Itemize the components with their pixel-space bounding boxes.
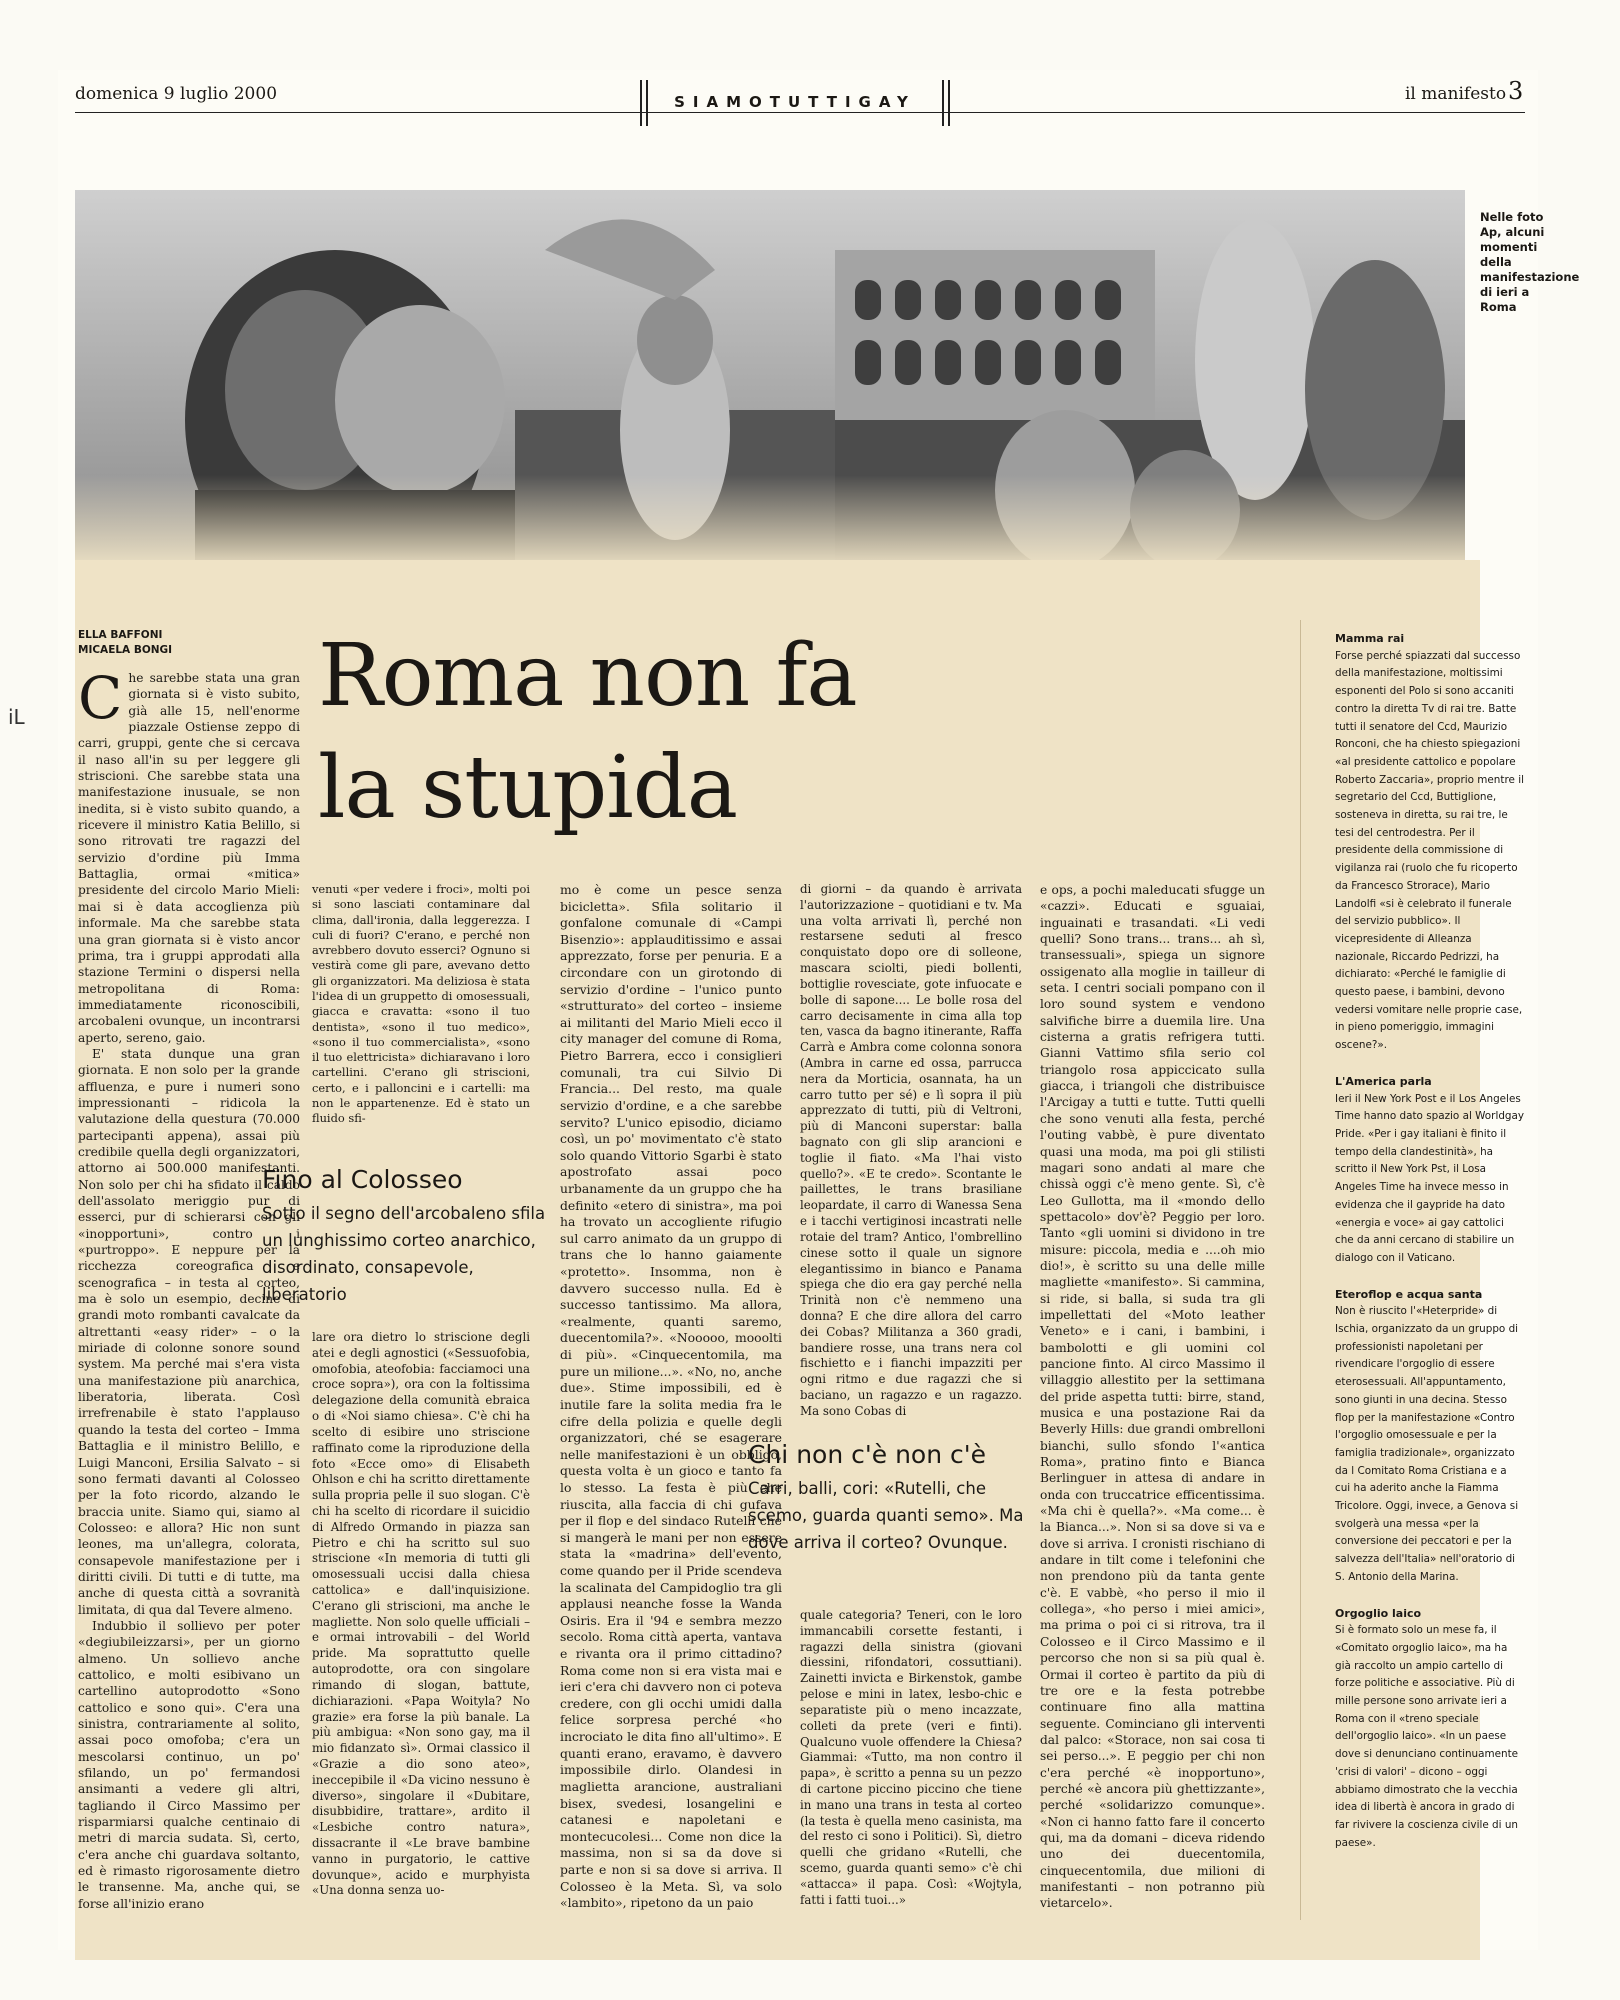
column-divider [1300,620,1301,1920]
brief-text: Si è formato solo un mese fa, il «Comitato orgoglio laico», ma ha già raccolto un ampio cartello di forze politiche e associative. Più di mille persone sono arrivate ieri a Roma con il «treno speciale dell'orgoglio laico». «In un paese dove si denunciano continuamente 'crisi di valori' – dicono – oggi abbiamo dimostrato che la vecchia idea di libertà è ancora in grado di far rivivere la coscienza civile di un paese». [1335,1624,1519,1849]
paragraph: venuti «per vedere i froci», molti poi si sono lasciati contaminare dal clima, dall'ironia, dalla leggerezza. I culi di fuori? C'erano, e perché non avrebbero dovuto esserci? Ognuno si vestirà come gli pare, avevano detto gli organizzatori. Ma deliziosa è stata l'idea di un gruppetto di omosessuali, giacca e cravatta: «sono il tuo dentista», «sono il tuo medico», «sono il tuo commercialista», «sono il tuo elettricista» dichiaravano i loro cartellini. C'erano gli striscioni, certo, e i palloncini e i cartelli: ma non le appartenenze. Ed è stato un fluido sfi- [312,882,530,1126]
brief-title: Orgoglio laico [1335,1606,1422,1620]
subhead-title: Chi non c'è non c'è [748,1440,987,1469]
masthead-date: domenica 9 luglio 2000 [75,84,278,104]
author-name: MICAELA BONGI [78,644,173,656]
subhead-box-1 [262,1165,562,1308]
headline [318,620,857,844]
article-column-5 [1040,882,1265,1920]
paragraph: lare ora dietro lo striscione degli atei e degli agnostici («Sessuofobia, omofobia, ateofobia: facciamoci una croce sopra»), ora con la foltissima delegazione della comunità ebraica o di «Noi siamo chiesa». C'è chi ha scelto di esibire uno striscione raffinato come la riproduzione della foto «Ecce omo» di Elisabeth Ohlson e chi ha scritto direttamente sulla propria pelle il suo slogan. C'è chi ha scelto di ricordare il suicidio di Alfredo Ormando in piazza san Pietro e chi ha scritto sul suo striscione «In memoria di tutti gli omosessuali uccisi dalla chiesa cattolica» e dall'inquisizione. C'erano gli striscioni, ma anche le magliette. Non solo quelle ufficiali – e ormai introvabili – del World pride. Ma soprattutto quelle autoprodotte, ora con singolare rimando di slogan, battute, dichiarazioni. «Papa Woityla? No grazie» era forse la più banale. La più ambigua: «Non sono gay, ma il mio fidanzato sì». Ormai classico il «Grazie a dio sono ateo», ineccepibile il «Da vicino nessuno è diverso», singolare il «Dubitare, disubbidire, trattare», ardito il «Lesbiche contro natura», dissacrante il «Le brave bambine vanno in purgatorio, le cattive dovunque», acido e murphyista «Una donna senza uo- [312,1330,530,1898]
brief-text: Non è riuscito l'«Heterpride» di Ischia, organizzato da un gruppo di professionisti napoletani per rivendicare l'orgoglio di essere eterosessuali. All'appuntamento, sono giunti in una decina. Stesso flop per la manifestazione «Contro l'orgoglio omosessuale e per la famiglia tradizionale», organizzato da l Comitato Roma Cristiana e a cui ha aderito anche la Fiamma Tricolore. Oggi, invece, a Genova si svolgerà una messa «per la conversione dei peccatori e per la salvezza dell'Italia» nell'oratorio di S. Antonio della Marina. [1335,1305,1519,1583]
headline-line: la stupida [318,738,738,838]
headline-line: Roma non fa [318,626,857,726]
drop-cap: C [78,664,123,732]
subhead-text: Sotto il segno dell'arcobaleno sfila un lunghissimo corteo anarchico, disordinato, consapevole, liberatorio [262,1204,546,1304]
sidebar-briefs [1335,630,1525,1870]
paragraph: E' stata dunque una gran giornata. E non solo per la grande affluenza, e pure i numeri sono impressionanti – ridicola la valutazione della questura (70.000 partecipanti appena), assai più credibile quella degli organizzatori, attorno ai 500.000 manifestanti. Non solo per chi ha sfidato il caldo dell'assolato meriggio pur di esserci, pur di schierarsi con gli «inopportuni», contro i «purtroppo». E neppure per la ricchezza coreografica e scenografica – in testa al corteo, ma è solo un esempio, decine di grandi moto rombanti cavalcate da altrettanti «easy rider» – o la miriade di colonne sonore sound system. Ma perché mai s'era vista una manifestazione più anarchica, liberatoria, liberata. Così irrefrenabile è stato l'applauso quando la testa del corteo – Imma Battaglia e il ministro Belillo, e Luigi Manconi, Ersilia Salvato – si sono fermati davanti al Colosseo per la foto ricordo, alzando le braccia unite. Siamo qui, siamo al Colosseo: e allora? Hic non sunt leones, ma un'allegra, colorata, consapevole manifestazione per i diritti civili. Di tutti e di tutte, ma anche di questa città a sovranità limitata, di qua dal Tevere almeno. [78,1046,300,1617]
paragraph: Indubbio il sollievo per poter «degiubileizzarsi», per un giorno almeno. Un sollievo anche cattolico, e molti esibivano un cartellino autoprodotto «Sono cattolico e sono qui». C'era una sinistra, contrariamente al solito, assai poco omofoba; c'era un mescolarsi continuo, un po' sfilando, un po' fermandosi ansimanti a vedere gli altri, tagliando il Circo Massimo per risparmiarsi qualche centinaio di metri di marcia sudata. Sì, certo, c'era anche chi guardava soltanto, ed è rimasto rigorosamente dietro le transenne. Ma, anche qui, se forse all'inizio erano [78,1618,300,1911]
margin-handwriting: iL [8,705,25,729]
article-column-4 [800,882,1022,1422]
brief-title: L'America parla [1335,1074,1432,1088]
section-label [640,80,950,126]
article-column-2 [312,882,530,1130]
subhead-text: Carri, balli, cori: «Rutelli, che scemo, guarda quanti semo». Ma dove arriva il corteo? Ovunque. [748,1479,1024,1552]
article-column-2b [312,1330,530,1920]
brief-text: Forse perché spiazzati dal successo della manifestazione, moltissimi esponenti del Polo si sono accaniti contro la diretta Tv di rai tre. Batte tutti il senatore del Ccd, Maurizio Ronconi, che ha chiesto spiegazioni «al presidente cattolico e popolare Roberto Zaccaria», proprio mentre il segretario del Ccd, Buttiglione, sosteneva in diretta, su rai tre, le tesi del centrodestra. Per il presidente della commissione di vigilanza rai (ruolo che fu ricoperto da Francesco Strorace), Mario Landolfi «si è celebrato il funerale del servizio pubblico». Il vicepresidente di Alleanza nazionale, Riccardo Pedrizzi, ha dichiarato: «Perché le famiglie di questo paese, i bambini, devono vedersi vomitare nelle proprie case, in pieno pomeriggio, immagini oscene?». [1335,649,1524,1052]
photo-caption: Nelle foto Ap, alcuni momenti della manifestazione di ieri a Roma [1480,210,1580,314]
brief-text: Ieri il New York Post e il Los Angeles Time hanno dato spazio al Worldgay Pride. «Per i gay italiani è finito il tempo della clandestinità», ha scritto il New York Pst, il Losa Angeles Time ha invece messo in evidenza che il gaypride ha dato «energia e voce» ai gay cattolici che da anni cercano di stabilire un dialogo con il Vaticano. [1335,1092,1525,1264]
subhead-title: Fino al Colosseo [262,1165,463,1194]
paragraph: he sarebbe stata una gran giornata si è visto subito, già alle 15, nell'enorme piazzale Ostiense zeppo di carri, gruppi, gente che si cercava il naso all'in su per leggere gli striscioni. Che sarebbe stata una manifestazione inusuale, se non inedita, si è visto subito quando, a ricevere il ministro Katia Belillo, si sono ritrovati tre ragazzi del servizio d'ordine più Imma Battaglia, ormai «mitica» presidente del circolo Mario Mieli: mai si è data accoglienza più informale. Ma che sarebbe stata una gran giornata si è visto ancor prima, tra i gruppi approdati alla stazione Termini o dispersi nella metropolitana di Roma: immediatamente riconoscibili, arcobaleni ovunque, un incontrarsi aperto, sereno, gaio. [78,671,300,1045]
byline [78,628,172,658]
paragraph: e ops, a pochi maleducati sfugge un «cazzi». Educati e sguaiai, inguainati e trasandati. «Li vedi quelli? Sono trans... trans... ah sì, transessuali», spiega un signore ossigenato alla moglie in tailleur di seta. I centri sociali pompano con il loro sound system e vendono salvifiche birre a duemila lire. Una cisterna a gratis refrigera tutti. Gianni Vattimo sfila serio col triangolo rosa appiccicato sulla giacca, i triangoli che distribuisce l'Arcigay a tutti e tutte. Tutti quelli che sono venuti alla festa, perché l'outing vabbè, è pure diventato quasi una moda, ma poi gli stilisti magari sono andati al mare che chissà oggi c'è meno gente. Sì, c'è Leo Gullotta, ma il «mondo dello spettacolo» dov'è? Peggio per loro. Tanto «gli uomini si dividono in tre misure: piccola, media e ....oh mio dio!», è scritto su una delle mille magliette «manifesto». Si cammina, si ride, si balla, si suda tra gli impellettati del «Moto leather Veneto» e i cani, i bambini, i bambolotti e gli uomini col pancione finto. Al circo Massimo il villaggio allestito per la settimana del pride aspetta tutti: birre, stand, musica e una postazione Rai da Beverly Hills: due grandi ombrelloni bianchi, sullo sfondo l'«antica Roma», pratino finto e Bianca Berlinguer in attesa di andare in onda con truccatrice efficentissima. «Ma chi è quella?». «Ma come... è la Bianca...». Non si sa dove si va e dove si arriva. I cronisti rischiano di andare in tilt come i telefonini che non prendono più da tanta gente c'è. E vabbè, «ho perso il mio il collega», «ho perso i miei amici», ma prima o poi ci si ritrova, tra il Colosseo e il Circo Massimo e il percorso che non si sa più qual è. Ormai il corteo è partito da più di tre ore e la festa potrebbe continuare fino alla mattina seguente. Cominciano gli interventi dal palco: «Storace, non sai cosa ti sei perso...». E peggio per chi non c'era perché «è inopportuno», perché «è ancora più ghettizzante», perché «solidarizzo comunque». «Non ci hanno fatto fare il concerto qui, ma da domani – diceva ridendo uno dei duecentomila, cinquecentomila, due milioni di manifestanti – non potranno più vietarcelo». [1040,883,1265,1911]
photo-collage [75,190,1465,570]
paragraph: quale categoria? Teneri, con le loro immancabili corsette festanti, i ragazzi della sinistra (giovani diessini, rifondatori, cossuttiani). Zainetti invicta e Birkenstok, gambe pelose e mini in latex, lesbo-chic e separatiste più o meno incazzate, colleti da prete (veri e finti). Qualcuno vuole offendere la Chiesa? Giammai: «Tutto, ma non contro il papa», è scritto a penna su un pezzo di cartone piccino piccino che tiene in mano una trans in testa al corteo (la testa è quella meno casinista, ma del resto ci sono i Politici). Sì, dietro quelli che gridano «Rutelli, che scemo, guarda quanti semo» c'è chi «attacca» il papa. Così: «Wojtyla, fatti i fatti tuoi...» [800,1608,1022,1907]
paragraph: mo è come un pesce senza bicicletta». Sfila solitario il gonfalone comunale di «Campi Bisenzio»: applauditissimo e assai apprezzato, forse per penuria. E a circondare con un girotondo di servizio d'ordine – l'unico punto «strutturato» del corteo – insieme ai militanti del Mario Mieli ecco il city manager del comune di Roma, Pietro Barrera, ecco i consiglieri comunali, tra cui Silvio Di Francia... Del resto, ma quale servizio d'ordine, e a che sarebbe servito? L'unico episodio, diciamo così, un po' movimentato c'è stato solo quando Vittorio Sgarbi è stato apostrofato assai poco urbanamente da un gruppo che ha definito «etero di sinistra», ma poi ha trovato un accogliente rifugio sul carro animato da un gruppo di trans che lo hanno gaiamente «protetto». Insomma, non è davvero successo nulla. Ed è successo tantissimo. Ma allora, «realmente, quanti saremo, duecentomila?». «Nooooo, mooolti di più». «Cinquecentomila, ma pure un milione...». «No, no, anche due». Stime impossibili, ed è inutile fare la solita media fra le cifre della polizia e quelle degli organizzatori, ché se esagerare nelle manifestazioni è un obbligo, questa volta è un gioco e tanto fa lo stesso. La festa è più che riuscita, alla faccia di chi gufava per il flop e del sindaco Rutelli che si mangerà le mani per non essere stata la «madrina» dell'evento, come quando per il Pride scendeva la scalinata del Campidoglio tra gli applausi neanche fosse la Wanda Osiris. Era il '94 e sembra mezzo secolo. Roma città aperta, vantava e rivanta ora il primo cittadino? Roma come non si era vista mai e ieri c'era chi davvero non ci poteva credere, con gli occhi umidi dalla felice sorpresa perché «ho incrociato le dita fino all'ultimo». E quanti erano, eravamo, è davvero impossibile dirlo. Olandesi in maglietta arancione, australiani bisex, svedesi, losangelini e catanesi e napoletani e montecucolesi... Come non dice la massima, non si sa da dove si parte e non si sa dove si arriva. Il Colosseo è la Meta. Sì, va solo «lambito», ripetono da un paio [560,882,782,1911]
masthead-rule [75,112,1525,113]
masthead-paper: il manifesto [1405,84,1507,104]
article-column-3 [560,882,782,1920]
subhead-box-2 [748,1440,1038,1556]
brief-title: Eteroflop e acqua santa [1335,1287,1483,1301]
paragraph: di giorni – da quando è arrivata l'autorizzazione – quotidiani e tv. Ma una volta arrivati lì, perché non restarsene seduti al fresco conquistato dopo ore di solleone, mascara sciolti, piedi bollenti, bottiglie rovesciate, gote infuocate e bolle di sapone.... Le bolle rosa del carro decisamente in cima alla top ten, vasca da bagno itinerante, Raffa Carrà e Ambra come colonna sonora (Ambra in carne ed ossa, parrucca nera da Morticia, osannata, ha un carro tutto per sé) e lì sopra il più apprezzato di tutti, più di Veltroni, più di Manconi superstar: balla bagnato con gli slip arancioni e toglie il fiato. «Ma l'hai visto quello?». «E te credo». Scontante le paillettes, le trans brasiliane leopardate, il carro di Wanessa Sena e i tacchi vertiginosi incastrati nelle rotaie del tram? Antico, l'ombrellino cinese sotto il quale un signore elegantissimo in bianco e Panama spiega che dio era gay perché nella Trinità non c'è nemmeno una donna? E che dire allora del carro dei Cobas? Militanza a 360 gradi, bandiere rosse, una trans nera col fischietto e i fianchi impazziti per ogni ritmo e due ragazzi che si baciano, un ragazzo e un ragazzo. Ma sono Cobas di [800,882,1022,1418]
page-number: 3 [1508,77,1524,105]
brief-title: Mamma rai [1335,632,1405,645]
article-column-4b [800,1608,1022,1918]
section-title: SIAMOTUTTIGAY [674,93,916,111]
author-name: ELLA BAFFONI [78,629,163,641]
